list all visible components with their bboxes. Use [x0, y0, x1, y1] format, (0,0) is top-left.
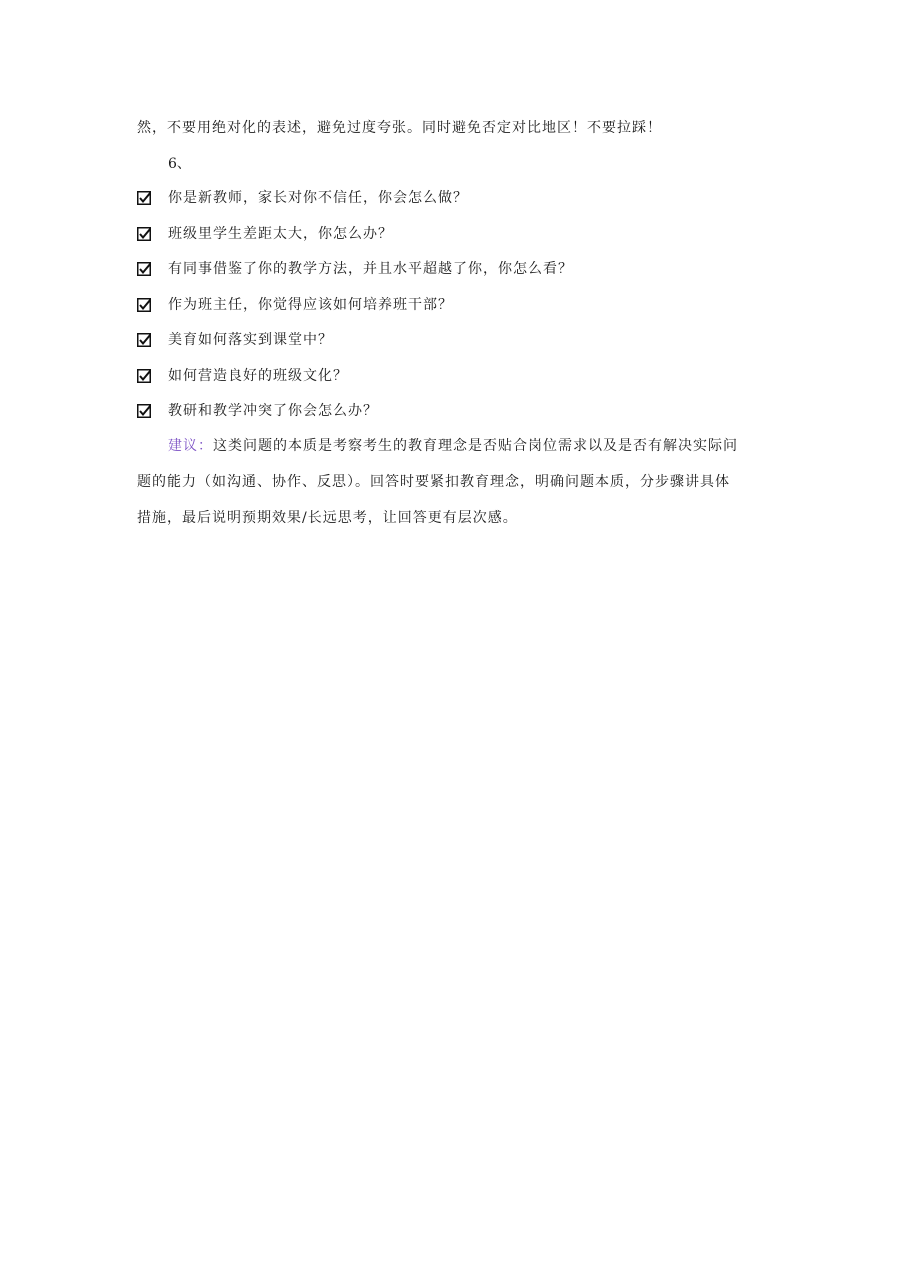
question-item: [137, 366, 348, 386]
question-text: 作为班主任，你觉得应该如何培养班干部？: [168, 297, 453, 313]
suggestion-line-2: 题的能力（如沟通、协作、反思）。回答时要紧扣教育理念，明确问题本质，分步骤讲具体: [137, 474, 730, 490]
checked-box-icon: [137, 191, 151, 205]
checked-box-icon: [137, 333, 151, 347]
question-item: [137, 295, 453, 315]
suggestion-text: 这类问题的本质是考察考生的教育理念是否贴合岗位需求以及是否有解决实际问: [213, 438, 738, 454]
intro-line: 然，不要用绝对化的表述，避免过度夸张。同时避免否定对比地区！不要拉踩！: [137, 120, 662, 136]
section-number: 6、: [168, 156, 191, 172]
checked-box-icon: [137, 227, 151, 241]
question-text: 班级里学生差距太大，你怎么办？: [168, 226, 393, 242]
checked-box-icon: [137, 262, 151, 276]
question-item: [137, 224, 393, 244]
suggestion-line-3: 措施，最后说明预期效果/长远思考，让回答更有层次感。: [137, 510, 518, 526]
question-text: 教研和教学冲突了你会怎么办？: [168, 403, 378, 419]
checked-box-icon: [137, 298, 151, 312]
question-text: 有同事借鉴了你的教学方法，并且水平超越了你，你怎么看？: [168, 261, 573, 277]
checked-box-icon: [137, 369, 151, 383]
question-text: 如何营造良好的班级文化？: [168, 368, 348, 384]
question-item: [137, 401, 378, 421]
question-item: [137, 330, 333, 350]
question-item: [137, 259, 573, 279]
suggestion-label: 建议：: [168, 438, 213, 454]
question-text: 你是新教师，家长对你不信任，你会怎么做？: [168, 190, 468, 206]
question-text: 美育如何落实到课堂中？: [168, 332, 333, 348]
question-item: [137, 188, 468, 208]
suggestion-line-1: [168, 436, 778, 456]
checked-box-icon: [137, 404, 151, 418]
